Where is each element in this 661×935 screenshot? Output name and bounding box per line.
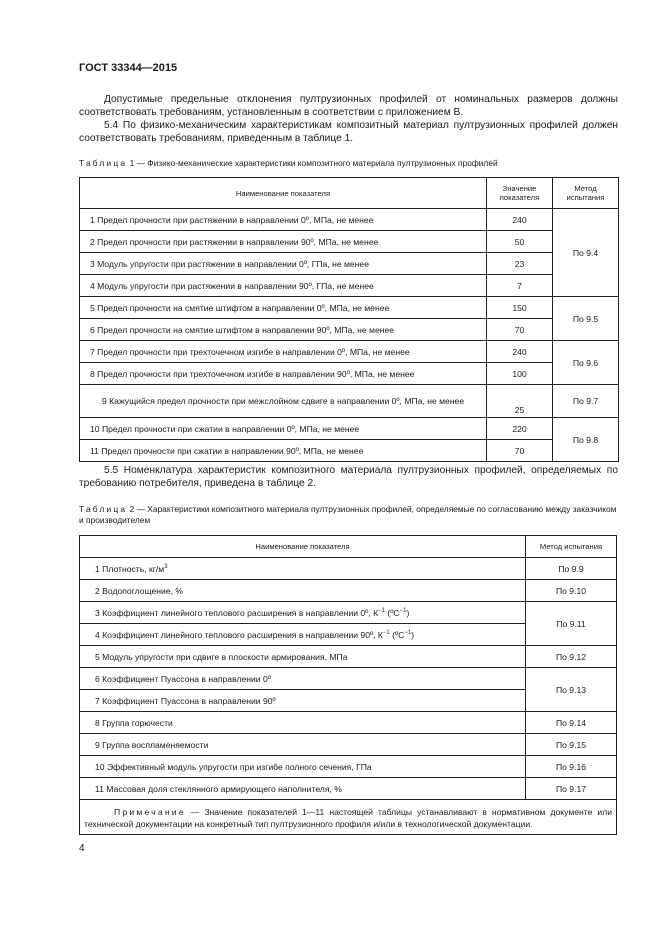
table1-cell-method: По 9.8	[553, 418, 619, 462]
unit-superscript: −1	[382, 629, 390, 636]
table1	[79, 177, 619, 462]
table1-cell-name: 9 Кажущийся предел прочности при межслойном сдвиге в направлении 0º, МПа, не менее	[80, 385, 487, 418]
table1-cell-value: 150	[487, 297, 553, 319]
table1-cell-name: 11 Предел прочности при сжатии в направлении 90º, МПа, не менее	[80, 440, 487, 462]
table2-note-row	[80, 800, 617, 835]
table1-cell-value: 100	[487, 363, 553, 385]
table2	[79, 535, 617, 835]
table2-cell-name	[80, 624, 526, 646]
table2-header-method: Метод испытания	[526, 536, 617, 558]
table-row	[80, 385, 619, 418]
table-row	[80, 580, 617, 602]
unit-text: (ºС	[384, 607, 400, 618]
table2-cell-method: По 9.9	[526, 558, 617, 580]
document-header: ГОСТ 33344—2015	[79, 62, 178, 74]
table1-header-value: Значение показателя	[487, 178, 553, 209]
table-row	[80, 668, 617, 690]
table-row	[80, 275, 619, 297]
unit-superscript: −1	[399, 607, 407, 614]
paragraph-5-5: 5.5 Номенклатура характеристик композитного материала пултрузионных профилей, определяемых по требованию потребителя, приведена в таблице 2.	[79, 465, 618, 489]
paragraph-5-4: 5.4 По физико-механическим характеристикам композитный материал пултрузионных профилей должен соответствовать требованиям, приведенным в таблице 1.	[79, 120, 618, 144]
table-row	[80, 319, 619, 341]
table1-cell-name: 1 Предел прочности при растяжении в направлении 0º, МПа, не менее	[80, 209, 487, 231]
table2-cell-name	[80, 558, 526, 580]
table1-cell-name: 2 Предел прочности при растяжении в направлении 90º, МПа, не менее	[80, 231, 487, 253]
table-row	[80, 602, 617, 624]
table2-cell-method: По 9.11	[526, 602, 617, 646]
note-text: — Значение показателей 1—11 настоящей таблицы устанавливают в нормативном документе или технической документации на конкретный тип пултрузионного профиля и/или в технологической документации.	[84, 807, 612, 829]
table-row	[80, 297, 619, 319]
table-row	[80, 231, 619, 253]
table1-cell-value: 7	[487, 275, 553, 297]
table2-header-row	[80, 536, 617, 558]
table1-cell-value: 70	[487, 440, 553, 462]
paragraph-tolerances: Допустимые предельные отклонения пултрузионных профилей от номинальных размеров должны соответствовать требованиям, установленным в соответствии с приложением В.	[79, 94, 618, 118]
table-row	[80, 756, 617, 778]
table1-cell-method: По 9.7	[553, 385, 619, 418]
unit-text: (ºС	[389, 629, 405, 640]
table2-caption-word: Таблица	[79, 504, 128, 514]
cte-0-label: 3 Коэффициент линейного теплового расширения в направлении 0º, К	[95, 607, 379, 618]
table2-cell-name: 11 Массовая доля стеклянного армирующего наполнителя, %	[80, 778, 526, 800]
table1-header-row	[80, 178, 619, 209]
table1-cell-name: 7 Предел прочности при трехточечном изгибе в направлении 0º, МПа, не менее	[80, 341, 487, 363]
table1-cell-value: 70	[487, 319, 553, 341]
table1-cell-name: 4 Модуль упругости при растяжении в направлении 90º, ГПа, не менее	[80, 275, 487, 297]
table2-cell-method: По 9.17	[526, 778, 617, 800]
table-row	[80, 418, 619, 440]
table-row	[80, 253, 619, 275]
table1-header-name: Наименование показателя	[80, 178, 487, 209]
table1-cell-name: 8 Предел прочности при трехточечном изгибе в направлении 90º, МПа, не менее	[80, 363, 487, 385]
table1-header-method: Метод испытания	[553, 178, 619, 209]
table1-cell-method: По 9.6	[553, 341, 619, 385]
unit-superscript: −1	[404, 629, 412, 636]
table1-cell-value: 23	[487, 253, 553, 275]
note-word: Примечание	[114, 807, 186, 817]
unit-text: )	[406, 607, 410, 618]
table1-cell-name: 5 Предел прочности на смятие штифтом в направлении 0º, МПа, не менее	[80, 297, 487, 319]
table-row	[80, 558, 617, 580]
table1-cell-value: 50	[487, 231, 553, 253]
table1-caption-text: 1 — Физико-механические характеристики композитного материала пултрузионных профилей	[129, 158, 498, 168]
table-row	[80, 646, 617, 668]
table2-cell-method: По 9.12	[526, 646, 617, 668]
table-row	[80, 712, 617, 734]
unit-superscript: 3	[164, 563, 168, 570]
table1-cell-value: 220	[487, 418, 553, 440]
table-row	[80, 341, 619, 363]
table1-cell-value: 240	[487, 341, 553, 363]
page-number: 4	[79, 843, 85, 854]
table1-cell-name: 10 Предел прочности при сжатии в направлении 0º, МПа, не менее	[80, 418, 487, 440]
table-row	[80, 734, 617, 756]
table1-caption	[79, 158, 618, 169]
table-row	[80, 778, 617, 800]
table2-cell-name: 5 Модуль упругости при сдвиге в плоскости армирования, МПа	[80, 646, 526, 668]
table2-cell-name: 9 Группа воспламеняемости	[80, 734, 526, 756]
table2-cell-name: 8 Группа горючести	[80, 712, 526, 734]
unit-superscript: −1	[378, 607, 385, 614]
table2-note	[80, 800, 617, 835]
table1-cell-name: 3 Модуль упругости при растяжении в направлении 0º, ГПа, не менее	[80, 253, 487, 275]
table2-cell-name: 10 Эффективный модуль упругости при изгибе полного сечения, ГПа	[80, 756, 526, 778]
table1-cell-value: 240	[487, 209, 553, 231]
table1-cell-method: По 9.5	[553, 297, 619, 341]
table2-cell-name: 2 Водопоглощение, %	[80, 580, 526, 602]
table2-caption	[79, 504, 618, 526]
table2-cell-method: По 9.13	[526, 668, 617, 712]
table2-caption-text: 2 — Характеристики композитного материала пултрузионных профилей, определяемые по согласованию между заказчиком и производителем	[79, 504, 617, 525]
cte-90-label: 4 Коэффициент линейного теплового расширения в направлении 90º, К	[95, 629, 383, 640]
table2-cell-method: По 9.15	[526, 734, 617, 756]
table-row	[80, 440, 619, 462]
table2-cell-name	[80, 602, 526, 624]
table2-cell-name: 7 Коэффициент Пуассона в направлении 90º	[80, 690, 526, 712]
table1-cell-name: 6 Предел прочности на смятие штифтом в направлении 90º, МПа, не менее	[80, 319, 487, 341]
table2-header-name: Наименование показателя	[80, 536, 526, 558]
table1-caption-word: Таблица	[79, 158, 128, 168]
density-label: 1 Плотность, кг/м	[95, 563, 165, 574]
table2-cell-method: По 9.14	[526, 712, 617, 734]
table-row	[80, 363, 619, 385]
table2-cell-method: По 9.16	[526, 756, 617, 778]
table1-cell-value: 25	[487, 385, 553, 418]
table1-cell-method: По 9.4	[553, 209, 619, 297]
table2-cell-method: По 9.10	[526, 580, 617, 602]
table-row	[80, 209, 619, 231]
unit-text: )	[411, 629, 415, 640]
table2-cell-name: 6 Коэффициент Пуассона в направлении 0º	[80, 668, 526, 690]
